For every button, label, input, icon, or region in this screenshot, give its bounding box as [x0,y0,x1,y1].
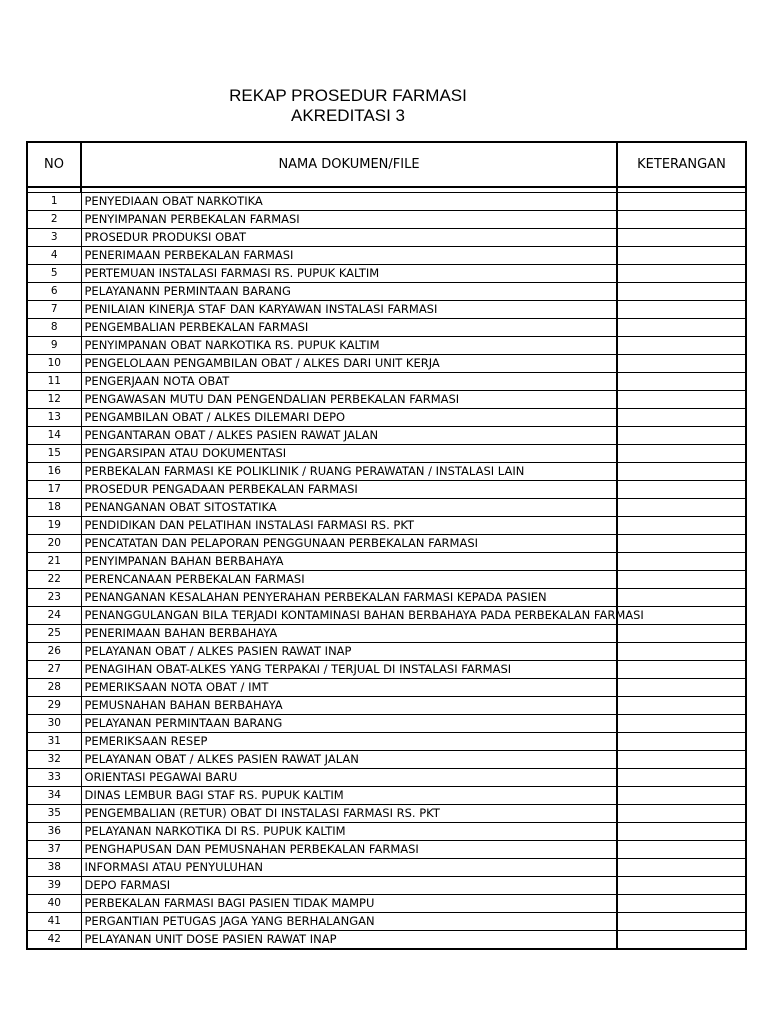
table-row [27,283,746,301]
table-row [27,391,746,409]
row-number: 9 [27,337,81,355]
keterangan-cell [617,283,746,301]
document-name-cell: ORIENTASI PEGAWAI BARU [81,769,617,787]
row-number: 31 [27,733,81,751]
table-row [27,931,746,950]
document-name-cell: PELAYANAN OBAT / ALKES PASIEN RAWAT JALAN [81,751,617,769]
row-number: 24 [27,607,81,625]
keterangan-cell [617,805,746,823]
document-name-cell: PELAYANANN PERMINTAAN BARANG [81,283,617,301]
row-number: 25 [27,625,81,643]
row-number: 3 [27,229,81,247]
header-document-name: NAMA DOKUMEN/FILE [81,142,617,187]
row-number: 32 [27,751,81,769]
table-row [27,715,746,733]
document-name-cell: PELAYANAN NARKOTIKA DI RS. PUPUK KALTIM [81,823,617,841]
table-row [27,553,746,571]
keterangan-cell [617,841,746,859]
document-name-cell: PROSEDUR PRODUKSI OBAT [81,229,617,247]
row-number: 12 [27,391,81,409]
row-number: 33 [27,769,81,787]
table-row [27,229,746,247]
row-number: 38 [27,859,81,877]
row-number: 28 [27,679,81,697]
document-name-cell: PENYIMPANAN PERBEKALAN FARMASI [81,211,617,229]
row-number: 16 [27,463,81,481]
table-row [27,859,746,877]
table-row [27,823,746,841]
table-row [27,319,746,337]
row-number: 17 [27,481,81,499]
table-row [27,751,746,769]
row-number: 19 [27,517,81,535]
row-number: 5 [27,265,81,283]
table-row [27,373,746,391]
row-number: 10 [27,355,81,373]
document-title: REKAP PROSEDUR FARMASI [229,86,467,105]
document-name-cell: PENGELOLAAN PENGAMBILAN OBAT / ALKES DARI UNIT KERJA [81,355,617,373]
keterangan-cell [617,931,746,950]
table-row [27,247,746,265]
row-number: 11 [27,373,81,391]
table-row [27,337,746,355]
table-row [27,607,746,625]
document-name-cell: PENGAMBILAN OBAT / ALKES DILEMARI DEPO [81,409,617,427]
document-name-cell: PENANGANAN KESALAHAN PENYERAHAN PERBEKALAN FARMASI KEPADA PASIEN [81,589,617,607]
row-number: 18 [27,499,81,517]
keterangan-cell [617,463,746,481]
document-name-cell: PERBEKALAN FARMASI BAGI PASIEN TIDAK MAMPU [81,895,617,913]
document-name-cell: PELAYANAN PERMINTAAN BARANG [81,715,617,733]
document-name-cell: DEPO FARMASI [81,877,617,895]
table-row [27,355,746,373]
keterangan-cell [617,319,746,337]
table-row [27,877,746,895]
document-name-cell: PENGHAPUSAN DAN PEMUSNAHAN PERBEKALAN FARMASI [81,841,617,859]
document-name-cell: PEMERIKSAAN RESEP [81,733,617,751]
document-name-cell: PELAYANAN UNIT DOSE PASIEN RAWAT INAP [81,931,617,950]
keterangan-cell [617,733,746,751]
document-name-cell: PENCATATAN DAN PELAPORAN PENGGUNAAN PERBEKALAN FARMASI [81,535,617,553]
keterangan-cell [617,679,746,697]
table-row [27,265,746,283]
document-name-cell: PENANGANAN OBAT SITOSTATIKA [81,499,617,517]
document-name-cell: INFORMASI ATAU PENYULUHAN [81,859,617,877]
table-row [27,661,746,679]
row-number: 35 [27,805,81,823]
keterangan-cell [617,859,746,877]
table-row [27,589,746,607]
table-row [27,409,746,427]
keterangan-cell [617,877,746,895]
document-name-cell: PENANGGULANGAN BILA TERJADI KONTAMINASI BAHAN BERBAHAYA PADA PERBEKALAN FARMASI [81,607,617,625]
keterangan-cell [617,769,746,787]
keterangan-cell [617,625,746,643]
row-number: 23 [27,589,81,607]
keterangan-cell [617,355,746,373]
row-number: 39 [27,877,81,895]
keterangan-cell [617,427,746,445]
document-name-cell: PENYIMPANAN BAHAN BERBAHAYA [81,553,617,571]
document-name-cell: PENERIMAAN BAHAN BERBAHAYA [81,625,617,643]
table-row [27,805,746,823]
row-number: 6 [27,283,81,301]
document-name-cell: DINAS LEMBUR BAGI STAF RS. PUPUK KALTIM [81,787,617,805]
keterangan-cell [617,211,746,229]
keterangan-cell [617,409,746,427]
keterangan-cell [617,481,746,499]
table-row [27,787,746,805]
keterangan-cell [617,337,746,355]
document-name-cell: PENERIMAAN PERBEKALAN FARMASI [81,247,617,265]
document-name-cell: PENYEDIAAN OBAT NARKOTIKA [81,193,617,211]
keterangan-cell [617,751,746,769]
table-body [27,187,746,949]
keterangan-cell [617,373,746,391]
table-row [27,301,746,319]
table-row [27,895,746,913]
keterangan-cell [617,265,746,283]
table-row [27,625,746,643]
table-row [27,679,746,697]
table-row [27,211,746,229]
keterangan-cell [617,643,746,661]
row-number: 34 [27,787,81,805]
table-row [27,733,746,751]
keterangan-cell [617,787,746,805]
row-number: 13 [27,409,81,427]
row-number: 41 [27,913,81,931]
table-row [27,517,746,535]
keterangan-cell [617,229,746,247]
table-row [27,535,746,553]
keterangan-cell [617,823,746,841]
table-row [27,481,746,499]
table-row [27,445,746,463]
keterangan-cell [617,301,746,319]
header-no: NO [27,142,81,187]
document-name-cell: PENGERJAAN NOTA OBAT [81,373,617,391]
document-name-cell: PEMERIKSAAN NOTA OBAT / IMT [81,679,617,697]
table-row [27,499,746,517]
row-number: 30 [27,715,81,733]
keterangan-cell [617,715,746,733]
document-name-cell: PEMUSNAHAN BAHAN BERBAHAYA [81,697,617,715]
document-name-cell: PENGARSIPAN ATAU DOKUMENTASI [81,445,617,463]
keterangan-cell [617,247,746,265]
table-row [27,697,746,715]
row-number: 36 [27,823,81,841]
keterangan-cell [617,913,746,931]
row-number: 21 [27,553,81,571]
document-name-cell: PENGEMBALIAN PERBEKALAN FARMASI [81,319,617,337]
keterangan-cell [617,535,746,553]
keterangan-cell [617,553,746,571]
table-row [27,841,746,859]
document-name-cell: PENYIMPANAN OBAT NARKOTIKA RS. PUPUK KALTIM [81,337,617,355]
row-number: 14 [27,427,81,445]
document-name-cell: PROSEDUR PENGADAAN PERBEKALAN FARMASI [81,481,617,499]
document-name-cell: PERBEKALAN FARMASI KE POLIKLINIK / RUANG PERAWATAN / INSTALASI LAIN [81,463,617,481]
row-number: 40 [27,895,81,913]
document-subtitle: AKREDITASI 3 [291,106,405,125]
table-row [27,643,746,661]
row-number: 4 [27,247,81,265]
document-name-cell: PENGAWASAN MUTU DAN PENGENDALIAN PERBEKALAN FARMASI [81,391,617,409]
row-number: 8 [27,319,81,337]
document-name-cell: PERTEMUAN INSTALASI FARMASI RS. PUPUK KALTIM [81,265,617,283]
keterangan-cell [617,697,746,715]
document-name-cell: PENGANTARAN OBAT / ALKES PASIEN RAWAT JALAN [81,427,617,445]
header-keterangan: KETERANGAN [617,142,746,187]
table-row [27,769,746,787]
keterangan-cell [617,661,746,679]
document-name-cell: PENDIDIKAN DAN PELATIHAN INSTALASI FARMASI RS. PKT [81,517,617,535]
table-row [27,571,746,589]
row-number: 1 [27,193,81,211]
document-name-cell: PERGANTIAN PETUGAS JAGA YANG BERHALANGAN [81,913,617,931]
table-row [27,193,746,211]
keterangan-cell [617,445,746,463]
keterangan-cell [617,517,746,535]
row-number: 37 [27,841,81,859]
row-number: 15 [27,445,81,463]
document-name-cell: PELAYANAN OBAT / ALKES PASIEN RAWAT INAP [81,643,617,661]
table-row [27,463,746,481]
document-name-cell: PENAGIHAN OBAT-ALKES YANG TERPAKAI / TERJUAL DI INSTALASI FARMASI [81,661,617,679]
table-row [27,913,746,931]
table-header-row [27,142,746,187]
keterangan-cell [617,193,746,211]
keterangan-cell [617,499,746,517]
row-number: 42 [27,931,81,950]
row-number: 26 [27,643,81,661]
document-name-cell: PERENCANAAN PERBEKALAN FARMASI [81,571,617,589]
row-number: 29 [27,697,81,715]
keterangan-cell [617,895,746,913]
keterangan-cell [617,571,746,589]
row-number: 22 [27,571,81,589]
document-name-cell: PENILAIAN KINERJA STAF DAN KARYAWAN INSTALASI FARMASI [81,301,617,319]
row-number: 7 [27,301,81,319]
document-name-cell: PENGEMBALIAN (RETUR) OBAT DI INSTALASI FARMASI RS. PKT [81,805,617,823]
keterangan-cell [617,391,746,409]
keterangan-cell [617,589,746,607]
row-number: 20 [27,535,81,553]
row-number: 2 [27,211,81,229]
procedure-table [26,141,747,950]
row-number: 27 [27,661,81,679]
table-row [27,427,746,445]
